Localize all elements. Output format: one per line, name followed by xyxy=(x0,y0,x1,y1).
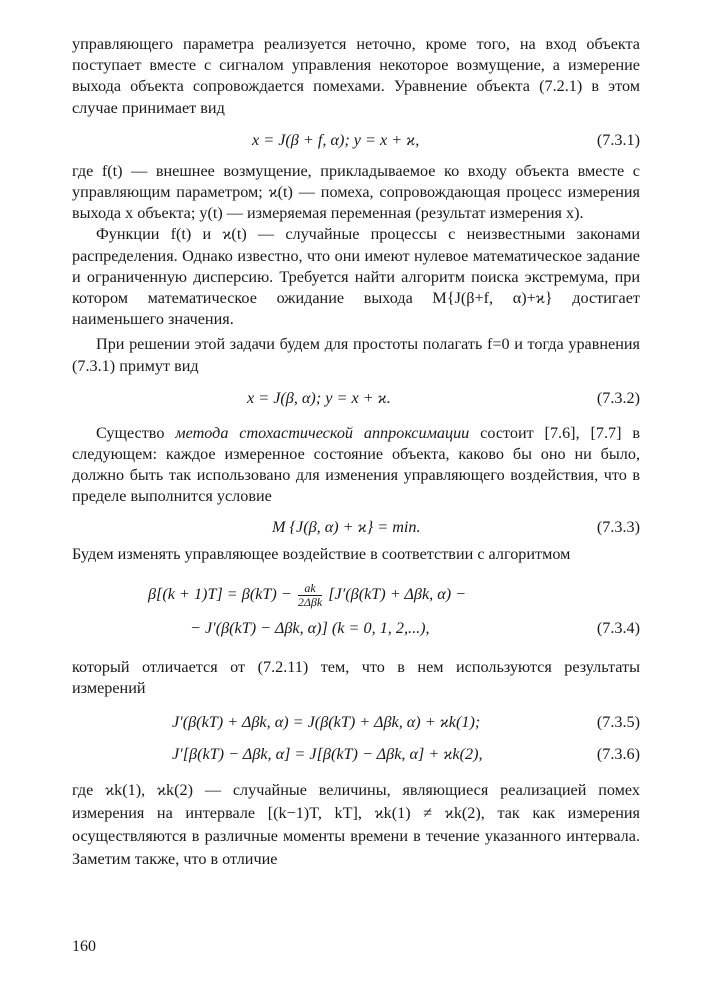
equation-body: x = J(β, α); y = x + ϰ. xyxy=(247,388,391,407)
paragraph-5-lead: Существо xyxy=(96,423,176,442)
equation-7-3-4-line-2 xyxy=(72,613,640,643)
paragraph-5-rest: состоит [7.6], [7.7] в следующем: каждое измеренное состояние объекта, каково бы оно ни было, должно быть так использовано для изменения управляющего воздействия, что в пределе выполнится условие xyxy=(72,423,640,506)
equation-body: − J′(β(kT) − Δβk, α)] (k = 0, 1, 2,...), xyxy=(190,618,430,637)
paragraph-7: который отличается от (7.2.11) тем, что в нем используются результаты измерений xyxy=(72,657,640,698)
paragraph-8: где ϰk(1), ϰk(2) — случайные величины, являющиеся реализацией помех измерения на интервале [(k−1)T, kT], ϰk(1) ≠ ϰk(2), так как измерения осуществляются в различные моменты времени в течение указанного интервала. Заметим также, что в отличие xyxy=(72,781,640,869)
equation-body: M {J(β, α) + ϰ} = min. xyxy=(272,517,421,536)
equation-7-3-4-line-1 xyxy=(72,575,640,613)
equation-number: (7.3.5) xyxy=(596,713,640,732)
paragraph-5 xyxy=(72,423,640,508)
equation-number: (7.3.4) xyxy=(596,618,640,637)
equation-right: [J′(β(kT) + Δβk, α) − xyxy=(328,584,467,603)
equation-left: β[(k + 1)T] = β(kT) − xyxy=(148,584,292,603)
equation-number: (7.3.1) xyxy=(596,130,640,149)
equation-body: J′(β(kT) + Δβk, α) = J(β(kT) + Δβk, α) + ϰk(1); xyxy=(172,713,481,732)
equation-body: x = J(β + f, α); y = x + ϰ, xyxy=(252,130,420,149)
method-name: метода стохастической аппроксимации xyxy=(175,423,470,442)
paragraph-6: Будем изменять управляющее воздействие в соответствии с алгоритмом xyxy=(72,544,571,563)
paragraph-1: управляющего параметра реализуется неточно, кроме того, на вход объекта поступает вместе с сигналом управления некоторое возмущение, а измерение выхода объекта сопровождается помехами. Уравнение объекта (7.2.1) в этом случае принимает вид xyxy=(72,35,640,117)
paragraph-3: Функции f(t) и ϰ(t) — случайные процессы с неизвестными законами распределения. Однако известно, что они имеют нулевое математическое задание и ограниченную дисперсию. Требуется найти алгоритм поиска экстремума, при котором математическое ожидание выхода M{J(β+f, α)+ϰ} достигает наименьшего значения. xyxy=(72,225,640,329)
paragraph-2: где f(t) — внешнее возмущение, прикладываемое ко входу объекта вместе с управляющим параметром; ϰ(t) — помеха, сопровождающая процесс измерения выхода x объекта; y(t) — измеряемая переменная (результат измерения x). xyxy=(72,161,640,223)
equation-body: J′[β(kT) − Δβk, α] = J[β(kT) − Δβk, α] + ϰk(2), xyxy=(172,745,483,764)
fraction-denominator: 2Δβk xyxy=(297,594,323,609)
equation-number: (7.3.6) xyxy=(596,745,640,764)
equation-7-3-3 xyxy=(72,512,640,542)
equation-7-3-1 xyxy=(72,125,640,155)
step-fraction xyxy=(298,582,322,609)
page-number: 160 xyxy=(72,938,96,955)
equation-number: (7.3.2) xyxy=(596,388,640,407)
equation-7-3-5 xyxy=(72,707,640,737)
equation-body xyxy=(148,575,466,613)
equation-number: (7.3.3) xyxy=(596,517,640,536)
page-body xyxy=(72,34,640,871)
fraction-numerator: ak xyxy=(298,582,322,596)
equation-7-3-2 xyxy=(72,383,640,413)
equation-7-3-6 xyxy=(72,739,640,769)
paragraph-4: При решении этой задачи будем для простоты полагать f=0 и тогда уравнения (7.3.1) примут вид xyxy=(72,335,640,375)
